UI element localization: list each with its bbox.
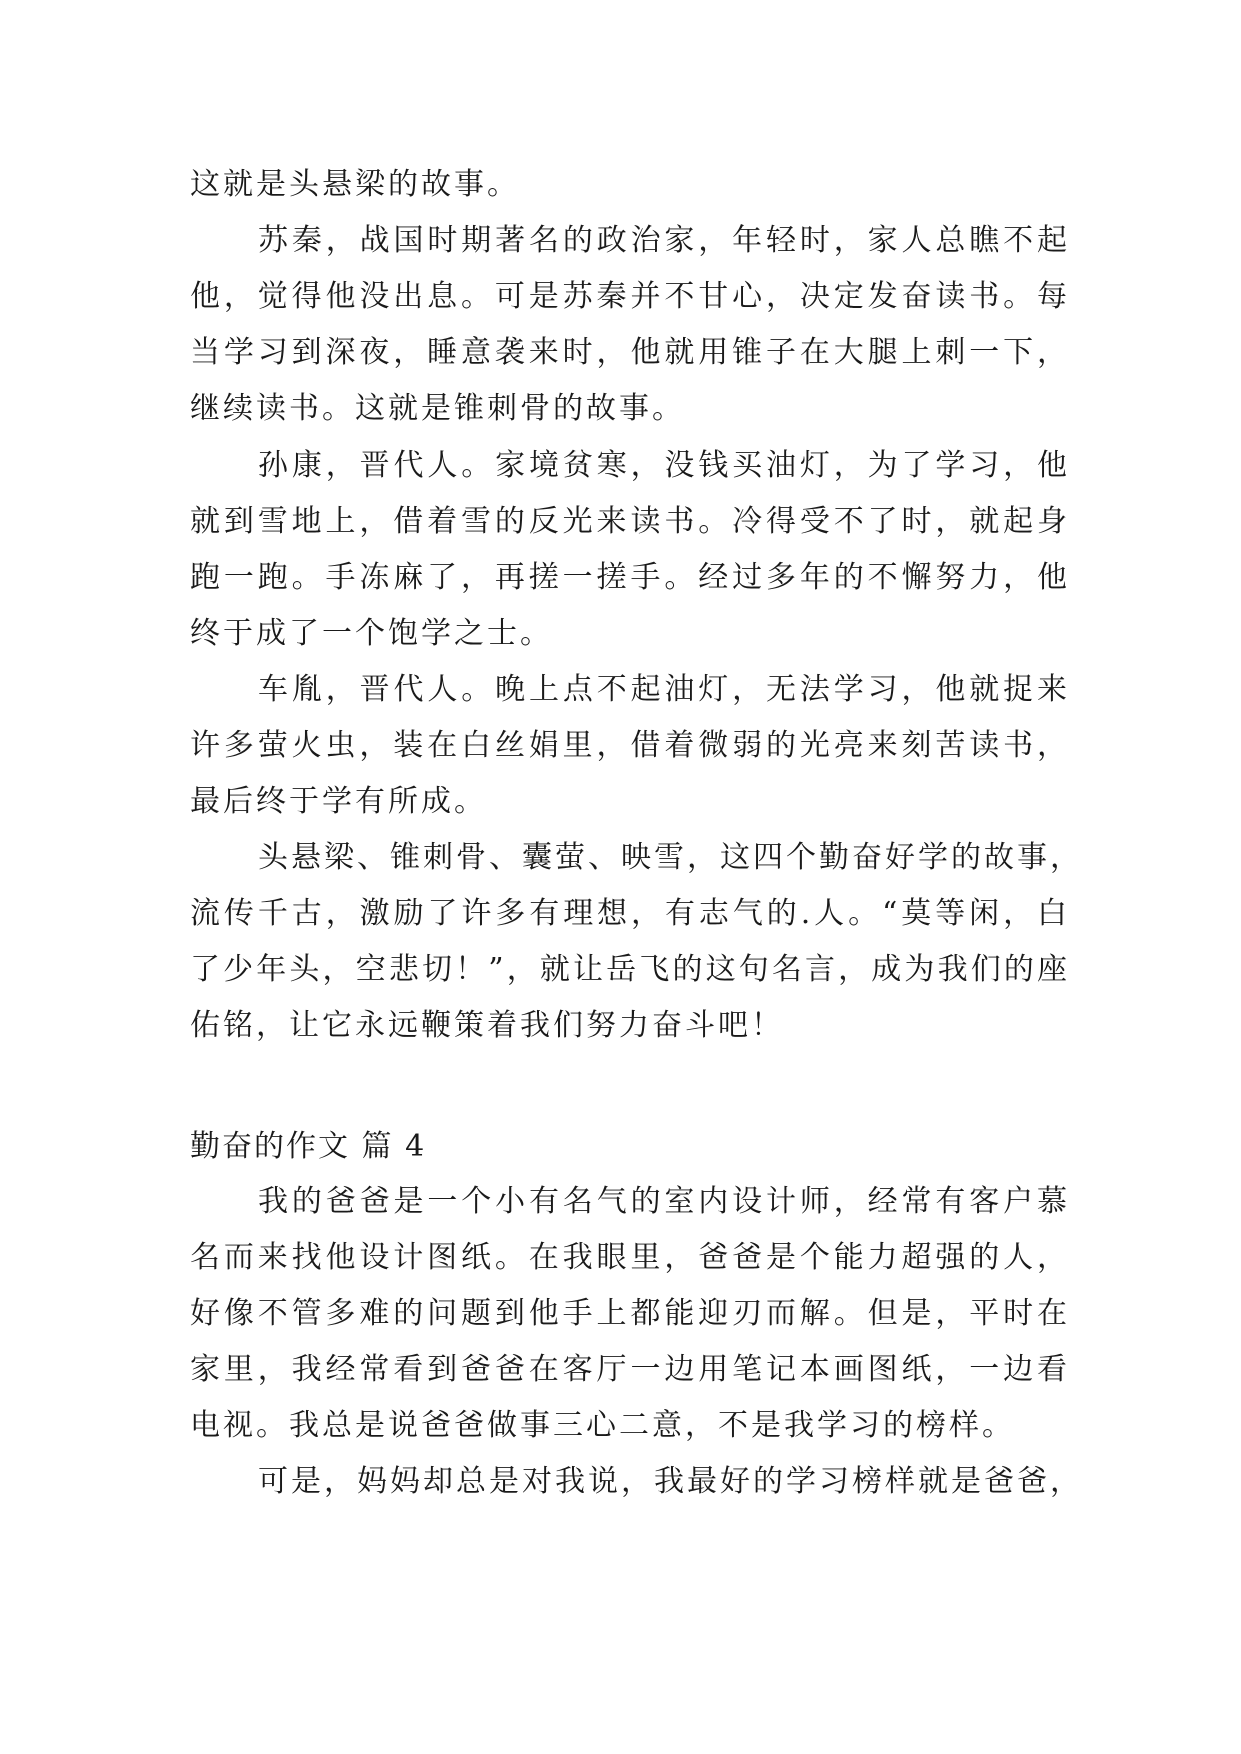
- paragraph-line: 头悬梁、锥刺骨、囊萤、映雪，这四个勤奋好学的故事，: [258, 840, 1083, 875]
- paragraph-line: 最后终于学有所成。: [190, 784, 487, 819]
- paragraph-line: 好像不管多难的问题到他手上都能迎刃而解。但是，平时在: [190, 1296, 1070, 1331]
- paragraph-line: 继续读书。这就是锥刺骨的故事。: [190, 391, 685, 426]
- section-heading: 勤奋的作文 篇 4: [190, 1129, 427, 1164]
- paragraph-line: 我的爸爸是一个小有名气的室内设计师，经常有客户慕: [258, 1184, 1070, 1219]
- paragraph-line: 许多萤火虫，装在白丝娟里，借着微弱的光亮来刻苦读书，: [190, 728, 1070, 763]
- paragraph-line: 孙康，晋代人。家境贫寒，没钱买油灯，为了学习，他: [258, 448, 1070, 483]
- paragraph-line: 当学习到深夜，睡意袭来时，他就用锥子在大腿上刺一下，: [190, 335, 1070, 370]
- paragraph-line: 苏秦，战国时期著名的政治家，年轻时，家人总瞧不起: [258, 223, 1070, 258]
- paragraph-line: 了少年头，空悲切！”，就让岳飞的这句名言，成为我们的座: [190, 952, 1070, 987]
- paragraph-line: 车胤，晋代人。晚上点不起油灯，无法学习，他就捉来: [258, 672, 1070, 707]
- paragraph-line: 电视。我总是说爸爸做事三心二意，不是我学习的榜样。: [190, 1408, 1015, 1443]
- paragraph-line: 佑铭，让它永远鞭策着我们努力奋斗吧！: [190, 1008, 784, 1043]
- paragraph-line: 终于成了一个饱学之士。: [190, 616, 553, 651]
- paragraph-line: 这就是头悬梁的故事。: [190, 167, 520, 202]
- paragraph-line: 就到雪地上，借着雪的反光来读书。冷得受不了时，就起身: [190, 504, 1070, 539]
- paragraph-line: 家里，我经常看到爸爸在客厅一边用笔记本画图纸，一边看: [190, 1352, 1070, 1387]
- paragraph-line: 可是，妈妈却总是对我说，我最好的学习榜样就是爸爸，: [258, 1464, 1083, 1499]
- paragraph-line: 名而来找他设计图纸。在我眼里，爸爸是个能力超强的人，: [190, 1240, 1070, 1275]
- paragraph-line: 跑一跑。手冻麻了，再搓一搓手。经过多年的不懈努力，他: [190, 560, 1070, 595]
- paragraph-line: 流传千古，激励了许多有理想，有志气的.人。“莫等闲，白: [190, 896, 1070, 931]
- paragraph-line: 他，觉得他没出息。可是苏秦并不甘心，决定发奋读书。每: [190, 279, 1070, 314]
